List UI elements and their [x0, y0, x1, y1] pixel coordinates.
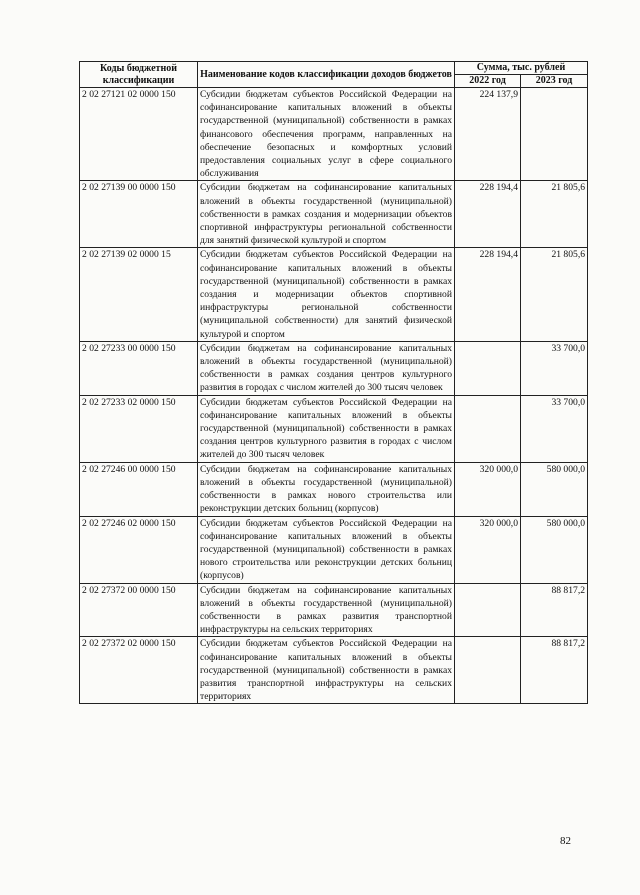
table-row [80, 516, 588, 583]
table-row [80, 637, 588, 704]
table-row [80, 462, 588, 516]
table-row [80, 341, 588, 395]
amount-2022-cell: 224 137,9 [455, 88, 521, 181]
name-cell: Субсидии бюджетам субъектов Российской Федерации на софинансирование капитальных вложений в объекты государственной (муниципальной) собственности в рамках создания и модернизации объектов спортивной инфраструктуры региональной собственности (муниципальной собственности) для занятий физической культурой и спортом [198, 248, 455, 341]
name-cell: Субсидии бюджетам на софинансирование капитальных вложений в объекты государственной (муниципальной) собственности в рамках создания центров культурного развития в городах с числом жителей до 300 тысяч человек [198, 341, 455, 395]
amount-2022-cell [455, 395, 521, 462]
amount-2023-cell: 88 817,2 [521, 583, 588, 637]
amount-2022-cell [455, 583, 521, 637]
code-cell: 2 02 27372 00 0000 150 [80, 583, 198, 637]
amount-2023-cell: 580 000,0 [521, 516, 588, 583]
amount-2023-cell: 21 805,6 [521, 248, 588, 341]
table-row [80, 248, 588, 341]
amount-2023-cell: 580 000,0 [521, 462, 588, 516]
amount-2022-cell: 228 194,4 [455, 248, 521, 341]
code-cell: 2 02 27139 00 0000 150 [80, 181, 198, 248]
header-year-2023: 2023 год [521, 75, 588, 88]
amount-2022-cell [455, 637, 521, 704]
budget-table [79, 61, 588, 704]
name-cell: Субсидии бюджетам субъектов Российской Федерации на софинансирование капитальных вложений в объекты государственной (муниципальной) собственности в рамках развития транспортной инфраструктуры на сельских территориях [198, 637, 455, 704]
header-year-2022: 2022 год [455, 75, 521, 88]
code-cell: 2 02 27139 02 0000 15 [80, 248, 198, 341]
header-codes: Коды бюджетной классификации [80, 62, 198, 88]
table-row [80, 583, 588, 637]
name-cell: Субсидии бюджетам субъектов Российской Федерации на софинансирование капитальных вложений в объекты государственной (муниципальной) собственности в рамках финансового обеспечения программ, направленных на обеспечение безопасных и комфортных условий предоставления социальных услуг в сфере социального обслуживания [198, 88, 455, 181]
table-row [80, 88, 588, 181]
table-row [80, 181, 588, 248]
page-number: 82 [560, 835, 571, 847]
amount-2023-cell: 33 700,0 [521, 341, 588, 395]
amount-2023-cell [521, 88, 588, 181]
name-cell: Субсидии бюджетам на софинансирование капитальных вложений в объекты государственной (муниципальной) собственности в рамках создания и модернизации объектов спортивной инфраструктуры региональной собственности для занятий физической культурой и спортом [198, 181, 455, 248]
table-row [80, 395, 588, 462]
header-sum: Сумма, тыс. рублей [455, 62, 588, 75]
code-cell: 2 02 27233 00 0000 150 [80, 341, 198, 395]
code-cell: 2 02 27246 02 0000 150 [80, 516, 198, 583]
amount-2022-cell: 320 000,0 [455, 462, 521, 516]
name-cell: Субсидии бюджетам субъектов Российской Федерации на софинансирование капитальных вложений в объекты государственной (муниципальной) собственности в рамках создания центров культурного развития в городах с числом жителей до 300 тысяч человек [198, 395, 455, 462]
amount-2022-cell: 228 194,4 [455, 181, 521, 248]
code-cell: 2 02 27121 02 0000 150 [80, 88, 198, 181]
code-cell: 2 02 27246 00 0000 150 [80, 462, 198, 516]
amount-2023-cell: 33 700,0 [521, 395, 588, 462]
name-cell: Субсидии бюджетам на софинансирование капитальных вложений в объекты государственной (муниципальной) собственности в рамках развития транспортной инфраструктуры на сельских территориях [198, 583, 455, 637]
code-cell: 2 02 27233 02 0000 150 [80, 395, 198, 462]
code-cell: 2 02 27372 02 0000 150 [80, 637, 198, 704]
amount-2023-cell: 21 805,6 [521, 181, 588, 248]
table-header [80, 62, 588, 88]
header-name: Наименование кодов классификации доходов бюджетов [198, 62, 455, 88]
table-body [80, 88, 588, 704]
amount-2022-cell [455, 341, 521, 395]
name-cell: Субсидии бюджетам на софинансирование капитальных вложений в объекты государственной (муниципальной) собственности в рамках нового строительства или реконструкции детских больниц (корпусов) [198, 462, 455, 516]
amount-2023-cell: 88 817,2 [521, 637, 588, 704]
amount-2022-cell: 320 000,0 [455, 516, 521, 583]
name-cell: Субсидии бюджетам субъектов Российской Федерации на софинансирование капитальных вложений в объекты государственной (муниципальной) собственности в рамках нового строительства или реконструкции детских больниц (корпусов) [198, 516, 455, 583]
